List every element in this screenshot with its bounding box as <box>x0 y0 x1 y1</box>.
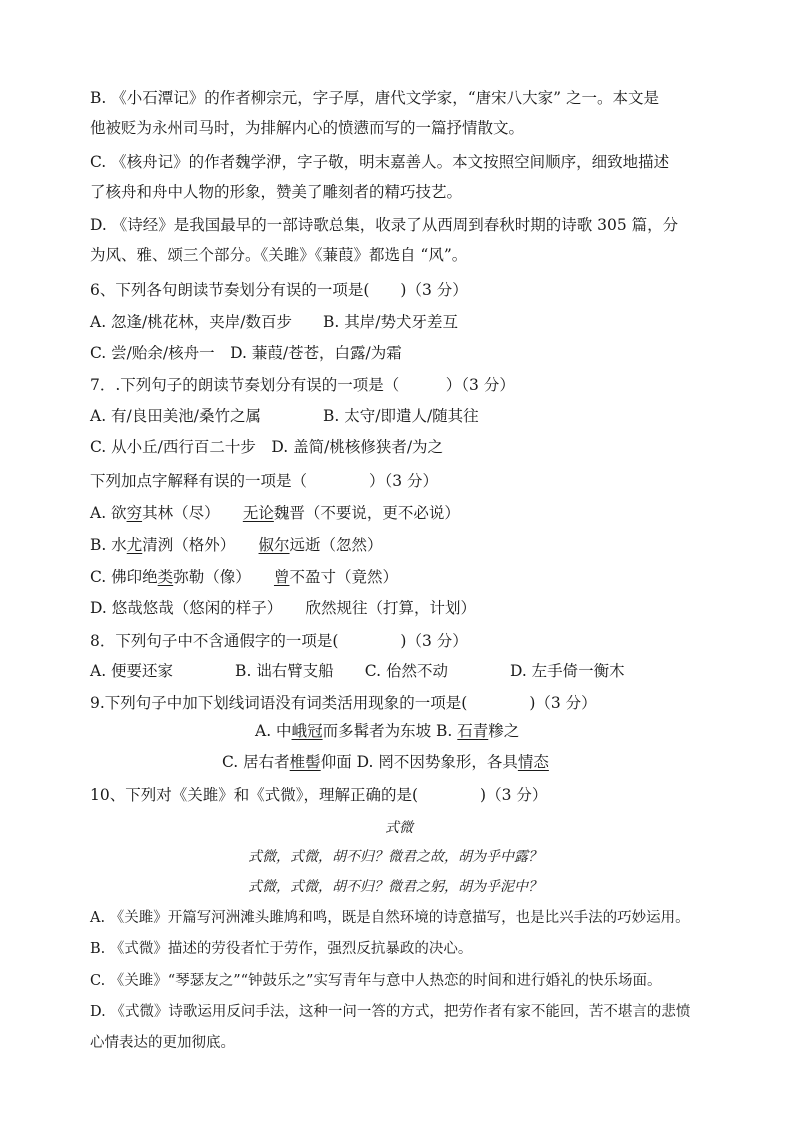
option-b-line1: B. 《小石潭记》的作者柳宗元，字子厚，唐代文学家，“唐宋八大家” 之一。本文是 <box>90 89 660 107</box>
question-9-options-ab: A. 中峨冠而多髯者为东坡 B. 石青糁之 <box>255 722 520 740</box>
word-meaning-option-a: A. 欲穷其林（尽） 无论魏晋（不要说，更不必说） <box>90 504 460 522</box>
word-meaning-option-c: C. 佛印绝类弥勒（像） 曾不盈寸（竟然） <box>90 568 398 586</box>
question-9: 9.下列句子中加下划线词语没有词类活用现象的一项是( )（3 分） <box>90 694 597 712</box>
option-d-line1: D. 《诗经》是我国最早的一部诗歌总集，收录了从西周到春秋时期的诗歌 305 篇，分 <box>90 216 679 234</box>
question-10: 10、下列对《关雎》和《式微》，理解正确的是( )（3 分） <box>90 786 548 804</box>
question-9-options-cd: C. 居右者椎髻仰面 D. 罔不因势象形，各具情态 <box>222 753 549 771</box>
question-10-option-d-line1: D. 《式微》诗歌运用反问手法，这种一问一答的方式，把劳作者有家不能回，苦不堪言的悲愤 <box>90 1004 691 1020</box>
question-8: 8．下列句子中不含通假字的一项是( )（3 分） <box>90 632 468 650</box>
word-meaning-option-b: B. 水尤清洌（格外） 俶尔远逝（忽然） <box>90 536 383 554</box>
poem-line-2: 式微，式微，胡不归？微君之躬，胡为乎泥中？ <box>248 879 542 895</box>
question-7-options-cd: C. 从小丘/西行百二十步 D. 盖简/桃核修狭者/为之 <box>90 438 444 456</box>
question-10-option-d-line2: 心情表达的更加彻底。 <box>90 1035 235 1051</box>
word-meaning-option-d: D. 悠哉悠哉（悠闲的样子） 欣然规往（打算，计划） <box>90 599 476 617</box>
option-c-line1: C. 《核舟记》的作者魏学洢，字子敬，明末嘉善人。本文按照空间顺序，细致地描述 <box>90 153 670 171</box>
question-6-options-ab: A. 忽逢/桃花林，夹岸/数百步 B. 其岸/势犬牙差互 <box>90 313 458 331</box>
question-6-options-cd: C. 尝/贻余/核舟一 D. 蒹葭/苍苍，白露/为霜 <box>90 344 402 362</box>
question-7-options-ab: A. 有/良田美池/桑竹之属 B. 太守/即遣人/随其往 <box>90 407 479 425</box>
option-b-line2: 他被贬为永州司马时，为排解内心的愤懑而写的一篇抒情散文。 <box>90 119 525 137</box>
question-7: 7．.下列句子的朗读节奏划分有误的一项是（ ）（3 分） <box>90 376 515 394</box>
question-8-options: A. 便要还家 B. 诎右臂支船 C. 佁然不动 D. 左手倚一衡木 <box>90 662 625 680</box>
question-10-option-c: C. 《关雎》“琴瑟友之”“钟鼓乐之”实写青年与意中人热恋的时间和进行婚礼的快乐场面。 <box>90 973 662 989</box>
option-d-line2: 为风、雅、颂三个部分。《关雎》《蒹葭》都选自 “风”。 <box>90 246 468 264</box>
question-10-option-b: B. 《式微》描述的劳役者忙于劳作，强烈反抗暴政的决心。 <box>90 941 473 957</box>
option-c-line2: 了核舟和舟中人物的形象，赞美了雕刻者的精巧技艺。 <box>90 183 463 201</box>
question-word-meaning: 下列加点字解释有误的一项是（ ）（3 分） <box>90 472 439 490</box>
question-10-option-a: A. 《关雎》开篇写河洲滩头雎鸠和鸣，既是自然环境的诗意描写，也是比兴手法的巧妙运用。 <box>90 910 690 926</box>
question-6: 6、下列各句朗读节奏划分有误的一项是( )（3 分） <box>90 281 468 299</box>
poem-title: 式微 <box>385 820 413 836</box>
poem-line-1: 式微，式微，胡不归？微君之故，胡为乎中露？ <box>248 849 542 865</box>
